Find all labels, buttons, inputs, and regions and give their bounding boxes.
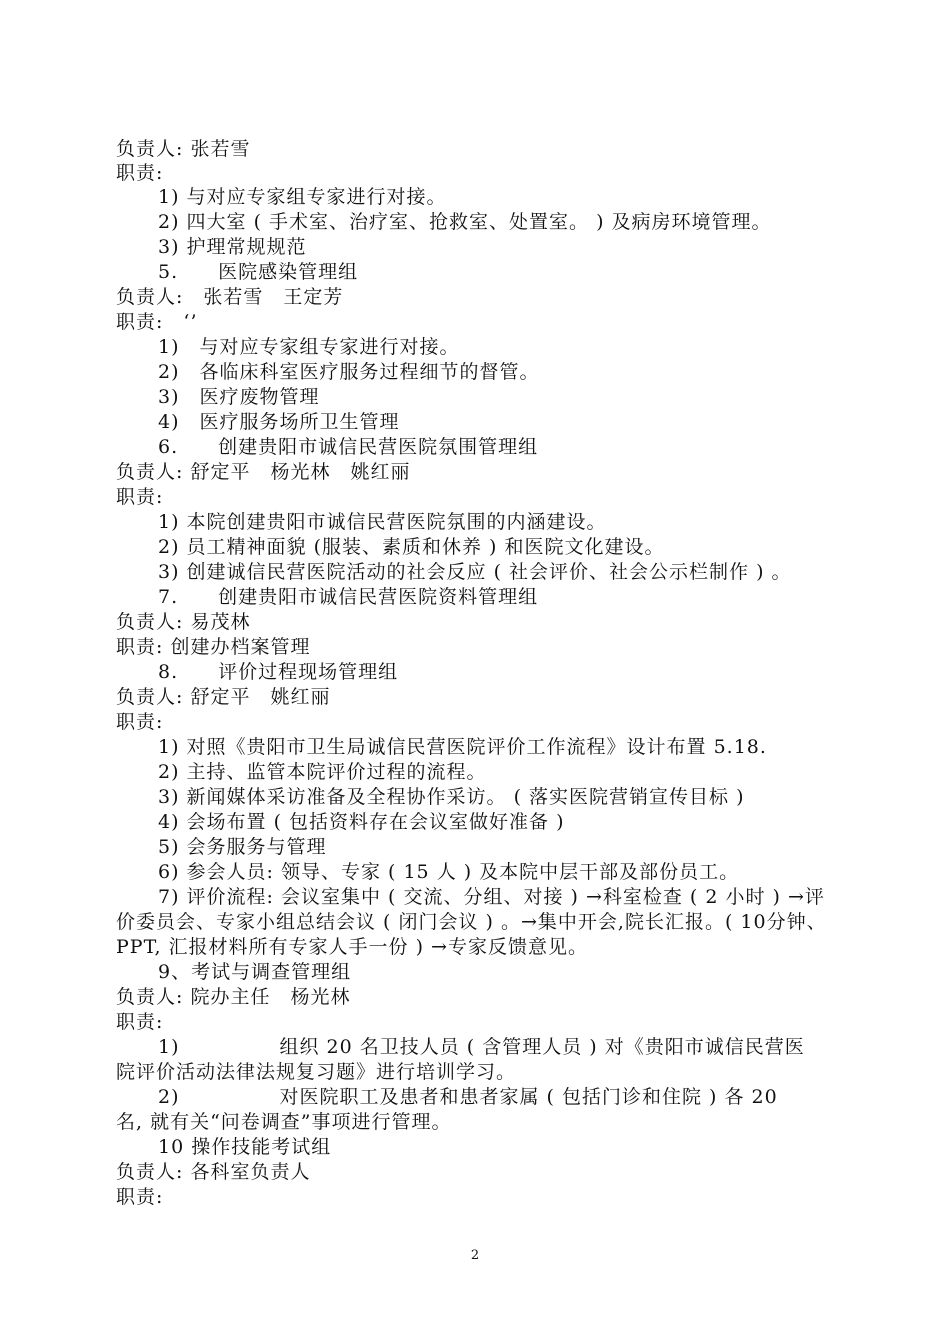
- text-line: 2) 对医院职工及患者和患者家属 ( 包括门诊和住院 ) 各 20: [158, 1086, 778, 1108]
- section-heading: 9、考试与调查管理组: [158, 961, 352, 983]
- text-line: 负责人: 各科室负责人: [116, 1161, 311, 1183]
- text-line: 1) 与对应专家组专家进行对接。: [158, 336, 460, 358]
- text-line: 4) 医疗服务场所卫生管理: [158, 411, 400, 433]
- text-line: 职责: ‘’: [116, 311, 198, 333]
- section-heading: 5. 医院感染管理组: [158, 261, 359, 283]
- text-line: 价委员会、专家小组总结会议 ( 闭门会议 ) 。→集中开会,院长汇报。( 10分钟、: [116, 911, 827, 933]
- section-heading: 6. 创建贵阳市诚信民营医院氛围管理组: [158, 436, 539, 458]
- text-line: PPT, 汇报材料所有专家人手一份 ) →专家反馈意见。: [116, 936, 588, 958]
- text-line: 院评价活动法律法规复习题》进行培训学习。: [116, 1061, 517, 1083]
- text-line: 5) 会务服务与管理: [158, 836, 327, 858]
- text-line: 负责人: 易茂林: [116, 611, 251, 633]
- text-line: 职责:: [116, 711, 164, 733]
- text-line: 名, 就有关“问卷调查”事项进行管理。: [116, 1111, 452, 1133]
- text-line: 负责人: 张若雪: [116, 138, 251, 160]
- text-line: 职责:: [116, 162, 164, 184]
- text-line: 负责人: 舒定平 姚红丽: [116, 686, 331, 708]
- text-line: 3) 医疗废物管理: [158, 386, 320, 408]
- text-line: 1) 本院创建贵阳市诚信民营医院氛围的内涵建设。: [158, 511, 607, 533]
- text-line: 1) 与对应专家组专家进行对接。: [158, 186, 447, 208]
- text-line: 职责: 创建办档案管理: [116, 636, 311, 658]
- text-line: 3) 新闻媒体采访准备及全程协作采访。 ( 落实医院营销宣传目标 ): [158, 786, 745, 808]
- text-line: 1) 对照《贵阳市卫生局诚信民营医院评价工作流程》设计布置 5.18.: [158, 736, 767, 758]
- section-heading: 10 操作技能考试组: [158, 1136, 332, 1158]
- text-line: 2) 员工精神面貌 (服装、素质和休养 ) 和医院文化建设。: [158, 536, 665, 558]
- text-line: 3) 护理常规规范: [158, 236, 307, 258]
- text-line: 负责人: 张若雪 王定芳: [116, 286, 344, 308]
- text-line: 2) 主持、监管本院评价过程的流程。: [158, 761, 487, 783]
- section-heading: 7. 创建贵阳市诚信民营医院资料管理组: [158, 586, 539, 608]
- text-line: 职责:: [116, 1011, 164, 1033]
- text-line: 7) 评价流程: 会议室集中 ( 交流、分组、对接 ) →科室检查 ( 2 小时 ) →评: [158, 886, 825, 908]
- text-line: 1) 组织 20 名卫技人员 ( 含管理人员 ) 对《贵阳市诚信民营医: [158, 1036, 805, 1058]
- text-line: 2) 四大室 ( 手术室、治疗室、抢救室、处置室。 ) 及病房环境管理。: [158, 211, 772, 233]
- section-heading: 8. 评价过程现场管理组: [158, 661, 399, 683]
- page-number: 2: [470, 1248, 480, 1263]
- text-line: 负责人: 舒定平 杨光林 姚红丽: [116, 461, 411, 483]
- text-line: 职责:: [116, 1186, 164, 1208]
- text-line: 3) 创建诚信民营医院活动的社会反应 ( 社会评价、社会公示栏制作 ) 。: [158, 561, 792, 583]
- text-line: 负责人: 院办主任 杨光林: [116, 986, 351, 1008]
- text-line: 2) 各临床科室医疗服务过程细节的督管。: [158, 361, 540, 383]
- text-line: 6) 参会人员: 领导、专家 ( 15 人 ) 及本院中层干部及部份员工。: [158, 861, 740, 883]
- text-line: 职责:: [116, 486, 164, 508]
- text-line: 4) 会场布置 ( 包括资料存在会议室做好准备 ): [158, 811, 565, 833]
